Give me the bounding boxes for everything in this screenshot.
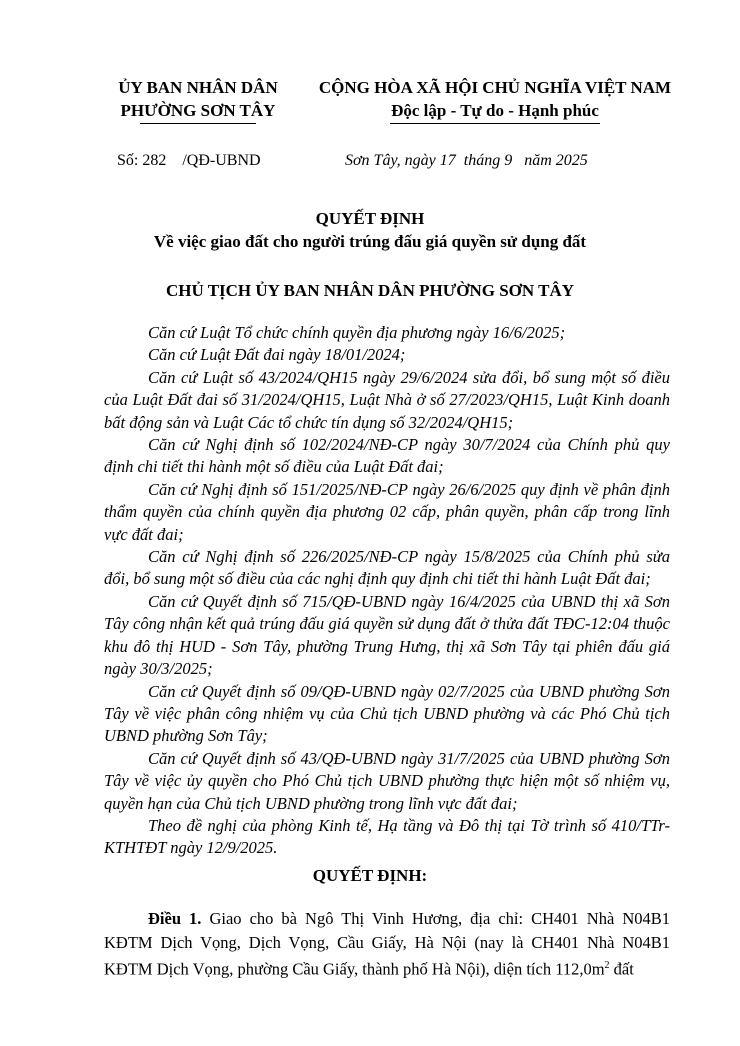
- legal-basis-item: Căn cứ Nghị định số 151/2025/NĐ-CP ngày 26/6/2025 quy định về phân định thẩm quyền của chính quyền địa phương 02 cấp, phân quyền, phân cấp trong lĩnh vực đất đai;: [104, 479, 670, 544]
- legal-basis-item: Căn cứ Nghị định số 226/2025/NĐ-CP ngày 15/8/2025 của Chính phủ sửa đổi, bổ sung một số điều của các nghị định quy định chi tiết thi hành Luật Đất đai;: [104, 547, 670, 589]
- legal-basis-item: Theo đề nghị của phòng Kinh tế, Hạ tầng và Đô thị tại Tờ trình số 410/TTr-KTHTĐT ngày 12/9/2025.: [104, 815, 670, 858]
- document-subject: Về việc giao đất cho người trúng đấu giá quyền sử dụng đất: [153, 232, 587, 251]
- article-1: [104, 907, 670, 981]
- authority-title: CHỦ TỊCH ỦY BAN NHÂN DÂN PHƯỜNG SƠN TÂY: [165, 281, 575, 300]
- legal-basis-item: Căn cứ Quyết định số 09/QĐ-UBND ngày 02/7/2025 của UBND phường Sơn Tây về việc phân công nhiệm vụ của Chủ tịch UBND phường và các Phó Chủ tịch UBND phường Sơn Tây;: [104, 681, 670, 746]
- authority-underline: [140, 123, 256, 124]
- article-1-paragraph: [104, 907, 670, 981]
- legal-basis-item: Căn cứ Quyết định số 43/QĐ-UBND ngày 31/7/2025 của UBND phường Sơn Tây về việc ủy quyền cho Phó Chủ tịch UBND phường thực hiện một số nhiệm vụ, quyền hạn của Chủ tịch UBND phường trong lĩnh vực đất đai;: [104, 748, 670, 813]
- place-date: Sơn Tây, ngày 17 tháng 9 năm 2025: [345, 152, 588, 169]
- area-unit-superscript: 2: [604, 960, 610, 971]
- national-motto: [300, 76, 690, 124]
- article-1-label: Điều 1.: [148, 909, 202, 928]
- legal-basis-item: Căn cứ Quyết định số 715/QĐ-UBND ngày 16/4/2025 của UBND thị xã Sơn Tây công nhận kết quả trúng đấu giá quyền sử dụng đất ở thửa đất TĐC-12:04 thuộc khu đô thị HUD - Sơn Tây, phường Trung Hưng, thị xã Sơn Tây tại phiên đấu giá ngày 30/3/2025;: [104, 591, 670, 679]
- document-title: QUYẾT ĐỊNH: [315, 209, 425, 228]
- document-number: Số: 282 /QĐ-UBND: [117, 152, 261, 169]
- legal-basis-item: Căn cứ Luật số 43/2024/QH15 ngày 29/6/2024 sửa đổi, bổ sung một số điều của Luật Đất đai số 31/2024/QH15, Luật Nhà ở số 27/2023/QH15, Luật Kinh doanh bất động sản và Luật Các tổ chức tín dụng số 32/2024/QH15;: [104, 367, 670, 432]
- legal-bases: [104, 322, 670, 860]
- authority-line-2: PHƯỜNG SƠN TÂY: [120, 101, 276, 120]
- issuing-authority: [104, 76, 292, 124]
- article-1-text: Giao cho bà Ngô Thị Vinh Hương, địa chỉ: CH401 Nhà N04B1 KĐTM Dịch Vọng, Dịch Vọng, Cầu Giấy, Hà Nội (nay là CH401 Nhà N04B1 KĐTM Dịch Vọng, phường Cầu Giấy, thành phố Hà Nội), diện tích 112,0m: [104, 909, 671, 979]
- legal-basis-item: Căn cứ Nghị định số 102/2024/NĐ-CP ngày 30/7/2024 của Chính phủ quy định chi tiết thi hành một số điều của Luật Đất đai;: [104, 435, 670, 477]
- legal-basis-item: Căn cứ Luật Tổ chức chính quyền địa phương ngày 16/6/2025;: [148, 323, 566, 342]
- article-1-tail: đất: [609, 959, 634, 979]
- authority-line-1: ỦY BAN NHÂN DÂN: [118, 78, 278, 97]
- legal-basis-item: Căn cứ Luật Đất đai ngày 18/01/2024;: [148, 345, 406, 365]
- motto-underline: [390, 123, 600, 124]
- nation-name: CỘNG HÒA XÃ HỘI CHỦ NGHĨA VIỆT NAM: [318, 78, 672, 97]
- motto: Độc lập - Tự do - Hạnh phúc: [391, 101, 599, 120]
- decision-heading: QUYẾT ĐỊNH:: [312, 866, 428, 885]
